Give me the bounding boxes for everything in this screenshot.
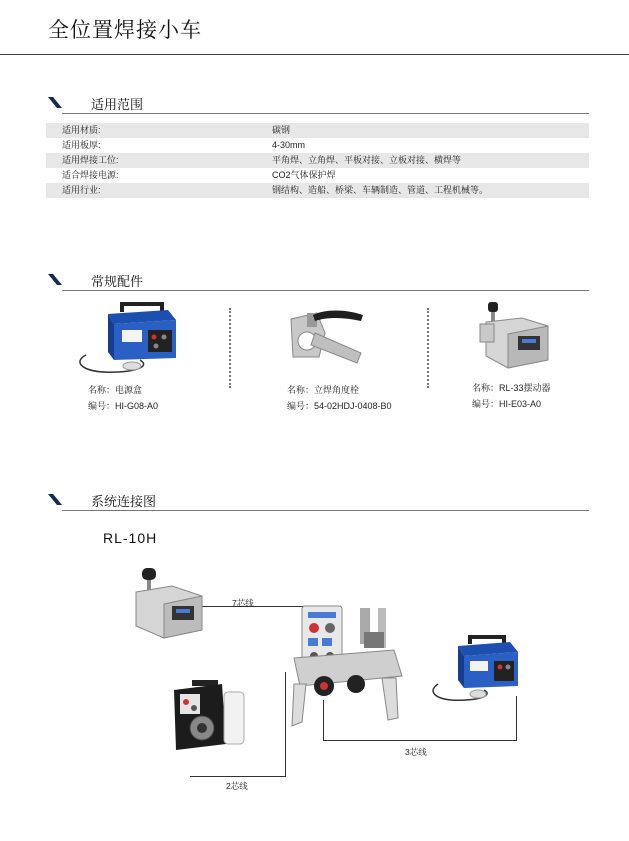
diagram-carriage-image xyxy=(284,602,412,734)
dotted-divider xyxy=(427,308,431,388)
spec-value: 碳钢 xyxy=(272,125,291,135)
diagram-oscillator-image xyxy=(132,566,212,642)
spec-value: 平角焊、立角焊、平板对接、立板对接、横焊等 xyxy=(272,155,462,165)
accessory-name: 名称：立焊角度栓 xyxy=(287,385,360,395)
diagram-wire-feeder-image xyxy=(168,678,248,756)
section-header-accessories xyxy=(48,271,589,291)
section-marker-icon xyxy=(48,274,62,285)
spec-key: 适用板厚: xyxy=(62,140,101,150)
wire-label-2: 2芯线 xyxy=(226,781,248,791)
spec-row xyxy=(46,153,589,168)
section-rule xyxy=(62,510,589,511)
section-header-system xyxy=(48,491,589,511)
accessory-name: 名称：RL-33摆动器 xyxy=(472,383,551,393)
accessory-code: 编号：54-02HDJ-0408-B0 xyxy=(287,401,392,411)
accessory-card-angle-bolt xyxy=(287,382,392,414)
page-title: 全位置焊接小车 xyxy=(48,19,202,42)
spec-row xyxy=(46,123,589,138)
section-marker-icon xyxy=(48,494,62,505)
accessory-name: 名称：电源盒 xyxy=(88,385,143,395)
spec-value: 钢结构、造船、桥梁、车辆制造、管道、工程机械等。 xyxy=(272,185,489,195)
accessory-card-oscillator xyxy=(472,380,551,412)
section-rule xyxy=(62,290,589,291)
accessory-code: 编号：HI-E03-A0 xyxy=(472,399,542,409)
accessory-code: 编号：HI-G08-A0 xyxy=(88,401,159,411)
power-box-image xyxy=(78,300,198,378)
accessory-card-power-box xyxy=(88,382,158,414)
spec-row xyxy=(46,183,589,198)
wire-2-core-horizontal xyxy=(190,776,286,777)
oscillator-image xyxy=(478,300,558,376)
wire-label-3: 3芯线 xyxy=(405,747,427,757)
section-rule xyxy=(62,113,589,114)
spec-value: 4-30mm xyxy=(272,140,306,150)
section-header-scope xyxy=(48,94,589,114)
wire-3-core-horizontal xyxy=(323,740,517,741)
spec-key: 适用材质: xyxy=(62,125,101,135)
spec-key: 适合焊接电源: xyxy=(62,170,119,180)
section-title: 适用范围 xyxy=(91,97,144,112)
spec-row xyxy=(46,168,589,183)
spec-table xyxy=(46,123,589,198)
section-title: 常规配件 xyxy=(91,274,144,289)
spec-row xyxy=(46,138,589,153)
diagram-model-label: RL-10H xyxy=(103,530,158,546)
section-marker-icon xyxy=(48,97,62,108)
dotted-divider xyxy=(229,308,233,388)
wire-label-7: 7芯线 xyxy=(232,598,254,608)
spec-key: 适用焊接工位: xyxy=(62,155,119,165)
spec-value: CO2气体保护焊 xyxy=(272,170,336,180)
diagram-power-box-image xyxy=(430,634,534,706)
spec-key: 适用行业: xyxy=(62,185,101,195)
title-divider xyxy=(0,54,629,55)
section-title: 系统连接图 xyxy=(91,494,157,509)
angle-bolt-image xyxy=(285,303,365,371)
